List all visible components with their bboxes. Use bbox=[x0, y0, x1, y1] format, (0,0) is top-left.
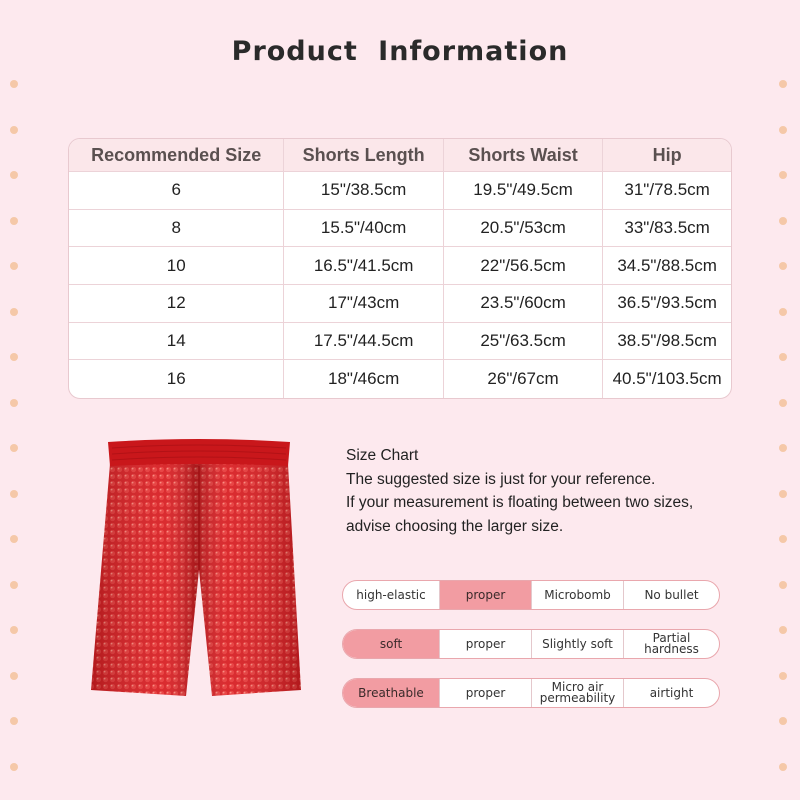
decorative-dot bbox=[10, 399, 18, 407]
table-cell: 20.5"/53cm bbox=[444, 210, 603, 248]
decorative-dot bbox=[779, 444, 787, 452]
decorative-dot bbox=[10, 444, 18, 452]
decorative-dot bbox=[779, 80, 787, 88]
decorative-dot bbox=[10, 717, 18, 725]
property-option: No bullet bbox=[644, 587, 699, 602]
decorative-dot bbox=[779, 217, 787, 225]
column-header: Hip bbox=[603, 139, 731, 172]
property-option: Partial hardness bbox=[644, 631, 699, 656]
decorative-dot bbox=[10, 126, 18, 134]
table-cell: 18"/46cm bbox=[284, 360, 444, 398]
decorative-dot bbox=[779, 126, 787, 134]
table-cell: 15"/38.5cm bbox=[284, 172, 444, 210]
table-cell: 12 bbox=[69, 285, 284, 323]
decorative-dot bbox=[10, 353, 18, 361]
size-note-line: advise choosing the larger size. bbox=[346, 517, 564, 535]
table-cell: 6 bbox=[69, 172, 284, 210]
table-cell: 17"/43cm bbox=[284, 285, 444, 323]
table-cell: 19.5"/49.5cm bbox=[444, 172, 603, 210]
elasticity-scale bbox=[342, 580, 720, 610]
table-row bbox=[69, 247, 731, 285]
table-cell: 14 bbox=[69, 323, 284, 361]
property-option: proper bbox=[440, 581, 532, 609]
table-row bbox=[69, 285, 731, 323]
table-cell: 34.5"/88.5cm bbox=[603, 247, 731, 285]
table-cell: 25"/63.5cm bbox=[444, 323, 603, 361]
table-cell: 31"/78.5cm bbox=[603, 172, 731, 210]
size-table-header bbox=[69, 139, 731, 172]
size-note-line: The suggested size is just for your reference. bbox=[346, 470, 656, 488]
decorative-dot bbox=[779, 353, 787, 361]
decorative-dot bbox=[10, 262, 18, 270]
decorative-dot bbox=[10, 490, 18, 498]
decorative-dot bbox=[779, 717, 787, 725]
table-cell: 38.5"/98.5cm bbox=[603, 323, 731, 361]
decorative-dot bbox=[10, 626, 18, 634]
property-option: high-elastic bbox=[343, 581, 440, 609]
column-header: Recommended Size bbox=[69, 139, 284, 172]
property-option: Microbomb bbox=[532, 581, 624, 609]
property-option: airtight bbox=[649, 685, 694, 700]
decorative-dot bbox=[10, 171, 18, 179]
table-cell: 16.5"/41.5cm bbox=[284, 247, 444, 285]
decorative-dot bbox=[779, 763, 787, 771]
size-chart-heading: Size Chart bbox=[346, 447, 419, 464]
table-row bbox=[69, 323, 731, 361]
table-row bbox=[69, 360, 731, 398]
decorative-dot bbox=[10, 581, 18, 589]
table-cell: 17.5"/44.5cm bbox=[284, 323, 444, 361]
decorative-dot bbox=[779, 672, 787, 680]
property-option: soft bbox=[343, 630, 440, 658]
decorative-dot bbox=[10, 672, 18, 680]
decorative-dot bbox=[779, 171, 787, 179]
size-notes bbox=[346, 444, 746, 538]
decorative-dot bbox=[10, 763, 18, 771]
softness-scale bbox=[342, 629, 720, 659]
decorative-dot bbox=[10, 308, 18, 316]
decorative-dot bbox=[779, 262, 787, 270]
property-option: proper bbox=[440, 630, 532, 658]
table-cell: 16 bbox=[69, 360, 284, 398]
table-row bbox=[69, 210, 731, 248]
table-cell: 23.5"/60cm bbox=[444, 285, 603, 323]
decorative-dot bbox=[779, 626, 787, 634]
table-cell: 36.5"/93.5cm bbox=[603, 285, 731, 323]
table-cell: 10 bbox=[69, 247, 284, 285]
table-cell: 22"/56.5cm bbox=[444, 247, 603, 285]
decorative-dot bbox=[779, 399, 787, 407]
property-option: Slightly soft bbox=[532, 630, 624, 658]
property-option: proper bbox=[440, 679, 532, 707]
size-table bbox=[68, 138, 732, 399]
decorative-dot bbox=[10, 535, 18, 543]
column-header: Shorts Waist bbox=[444, 139, 603, 172]
size-note-line: If your measurement is floating between two sizes, bbox=[346, 494, 694, 511]
table-cell: 15.5"/40cm bbox=[284, 210, 444, 248]
property-option: Breathable bbox=[343, 679, 440, 707]
decorative-dot bbox=[779, 535, 787, 543]
table-row bbox=[69, 172, 731, 210]
table-cell: 8 bbox=[69, 210, 284, 248]
decorative-dot bbox=[10, 217, 18, 225]
decorative-dot bbox=[10, 80, 18, 88]
column-header: Shorts Length bbox=[284, 139, 444, 172]
decorative-dot bbox=[779, 308, 787, 316]
decorative-dot bbox=[779, 490, 787, 498]
table-cell: 33"/83.5cm bbox=[603, 210, 731, 248]
sequin-shorts-image bbox=[88, 438, 310, 702]
property-option: Micro air permeability bbox=[532, 679, 624, 707]
breathability-scale bbox=[342, 678, 720, 708]
size-table-body bbox=[69, 172, 731, 398]
table-cell: 40.5"/103.5cm bbox=[612, 369, 722, 389]
page-title: Product Information bbox=[231, 36, 569, 67]
table-cell: 26"/67cm bbox=[444, 360, 603, 398]
decorative-dot bbox=[779, 581, 787, 589]
